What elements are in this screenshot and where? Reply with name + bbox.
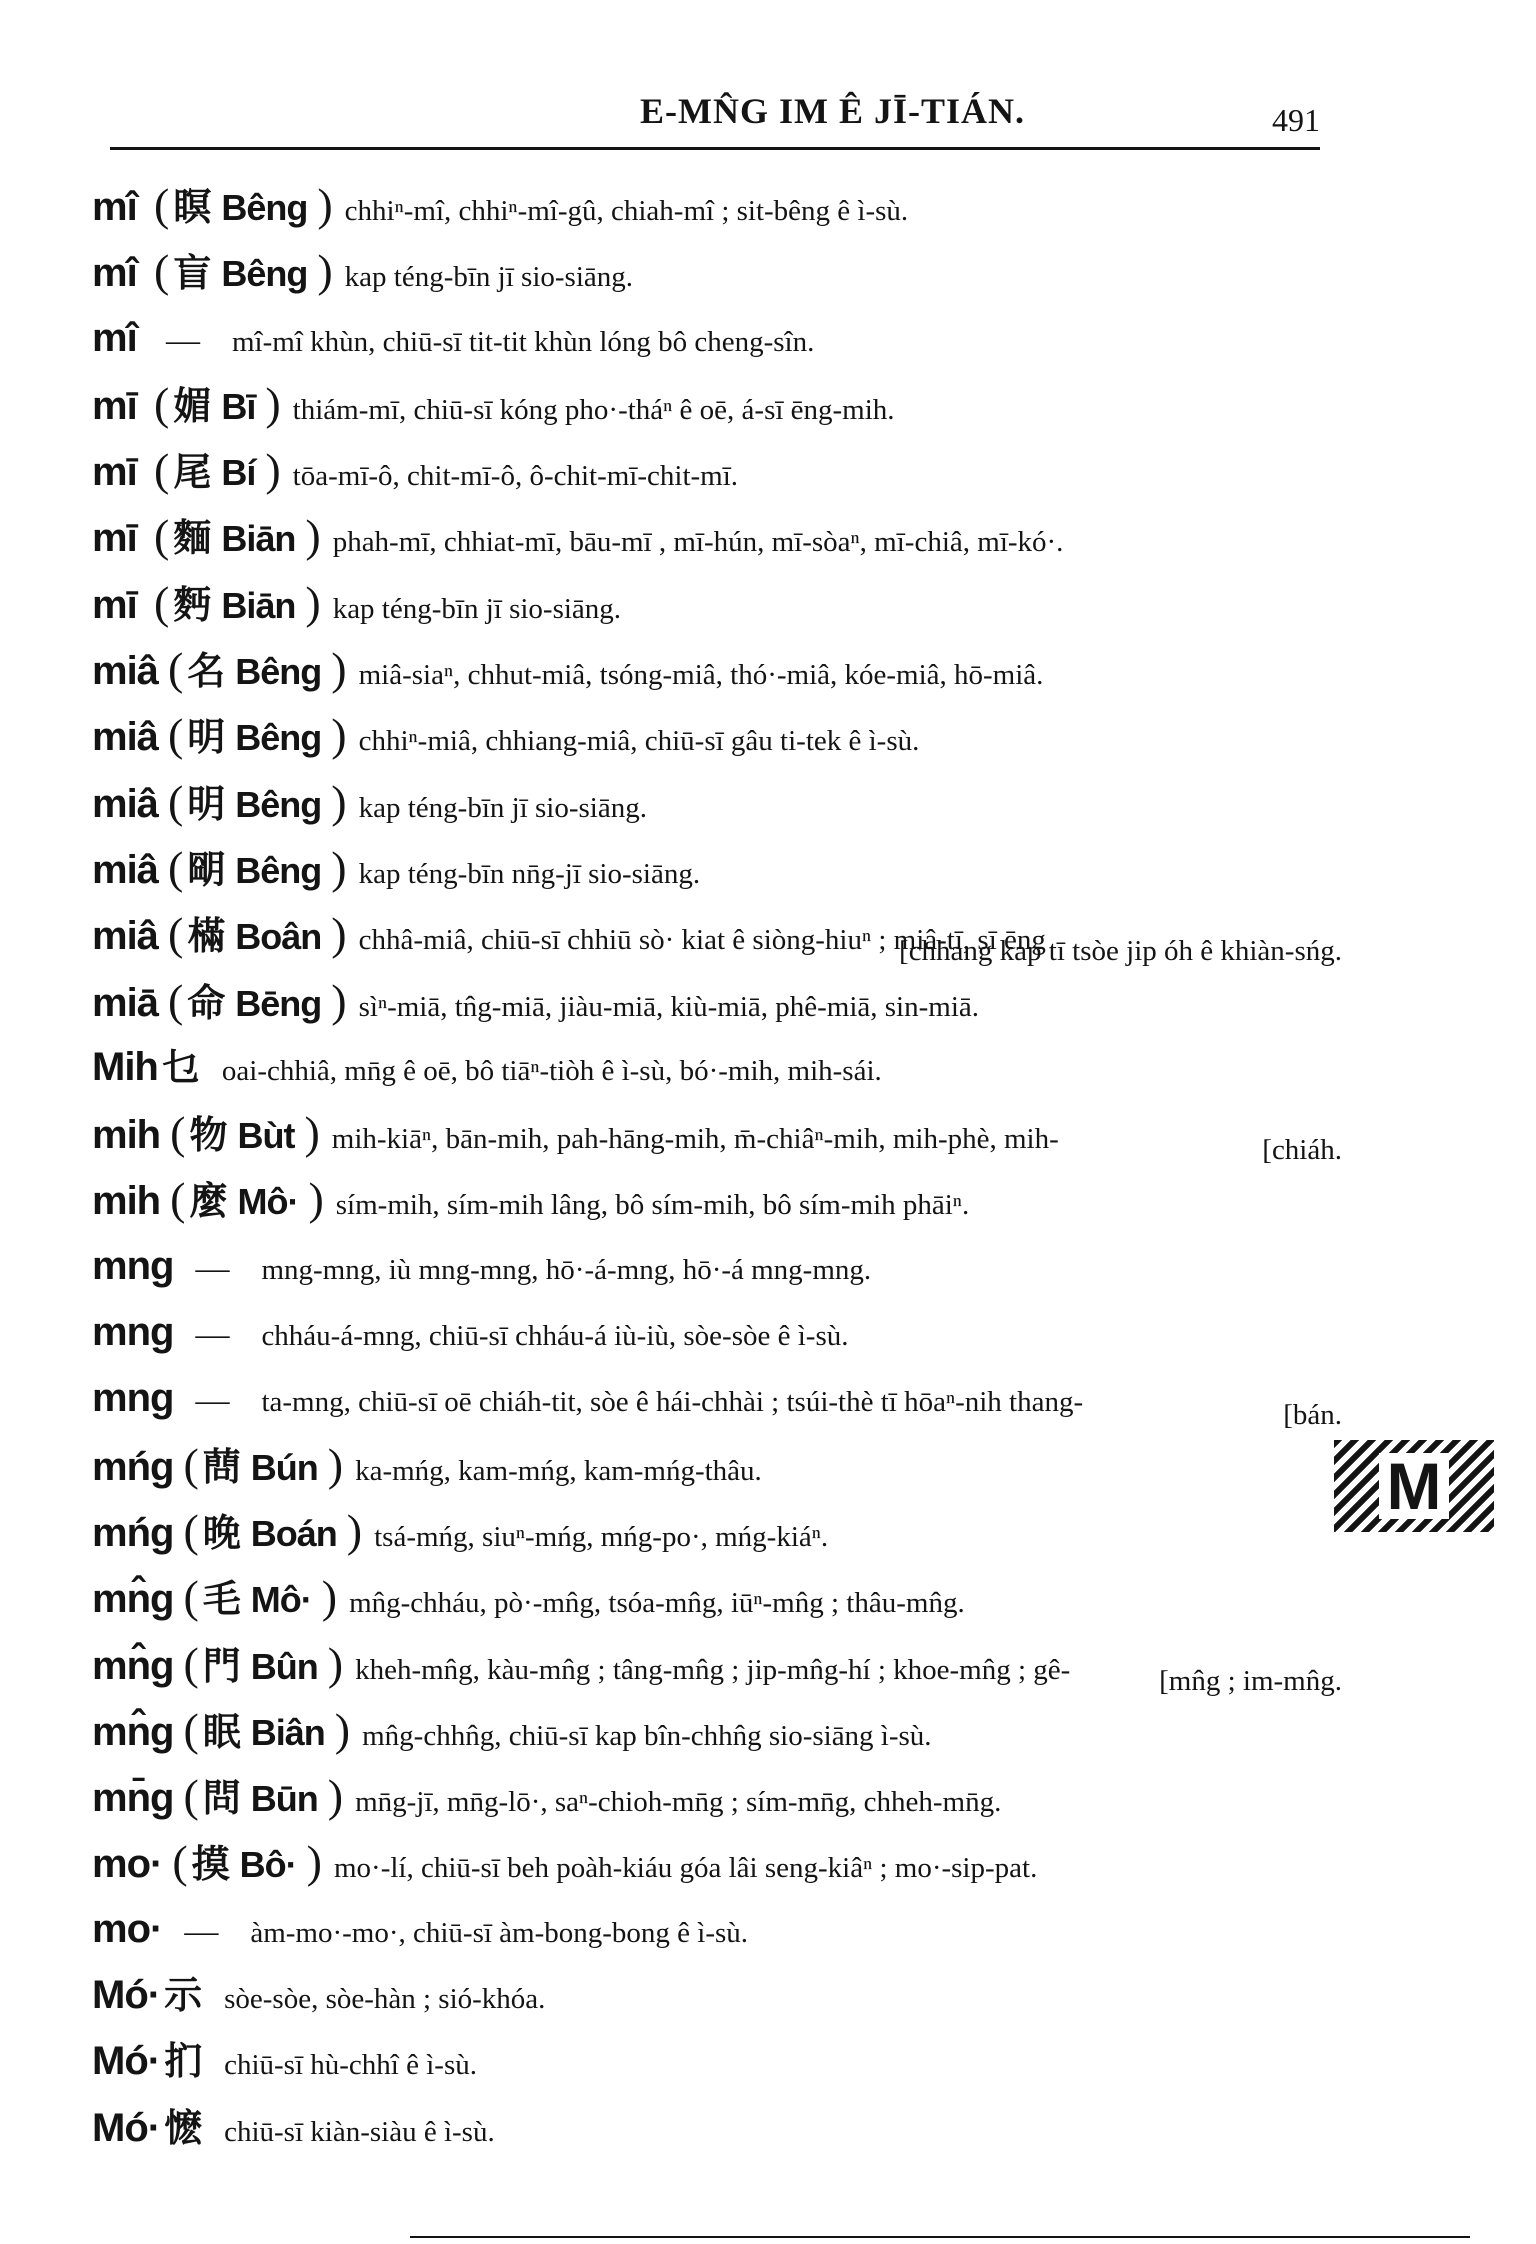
dictionary-entry <box>92 769 1342 835</box>
entry-character: 門 <box>202 1643 241 1688</box>
close-paren: ) <box>331 908 347 960</box>
section-letter: M <box>1379 1453 1450 1519</box>
entry-literary-reading: Bêng <box>235 849 322 891</box>
dictionary-entry <box>92 1631 1342 1697</box>
entry-literary-reading: Bûn <box>250 1645 318 1687</box>
entry-line <box>92 1631 1342 1697</box>
entry-line <box>92 1498 1342 1564</box>
entry-headword: mng <box>92 1243 174 1288</box>
dictionary-entry <box>92 1432 1342 1498</box>
entry-literary-reading: Biān <box>221 584 296 626</box>
dictionary-entry <box>92 835 1342 901</box>
entry-character: 麵 <box>173 516 212 561</box>
entry-definition: ta-mng, chiū-sī oē chiáh-tit, sòe ê hái-chhài ; tsúi-thè tī hōaⁿ-nih thang- <box>261 1386 1084 1419</box>
entry-definition: kap téng-bīn jī sio-siāng. <box>332 592 622 625</box>
open-paren: ( <box>154 179 170 230</box>
entry-literary-reading: Mô· <box>250 1579 312 1621</box>
entry-literary-reading: Bùt <box>237 1115 295 1157</box>
entry-headword: miâ <box>92 781 158 826</box>
entry-line <box>92 1564 1342 1630</box>
entry-definition: chiū-sī kiàn-siàu ê ì-sù. <box>224 2115 495 2148</box>
entry-headword: mī <box>92 516 137 561</box>
running-title: E-MN̂G IM Ê JĪ-TIÁN. <box>640 91 1025 131</box>
entry-character: 毛 <box>202 1577 241 1622</box>
entry-line <box>92 2028 1342 2094</box>
dictionary-entry <box>92 2095 1342 2161</box>
open-paren: ( <box>183 1637 199 1689</box>
entry-definition: mo·-lí, chiū-sī beh poàh-kiáu góa lâi seng-kiâⁿ ; mo·-sip-pat. <box>333 1852 1038 1885</box>
entry-headword: Mó· <box>92 2039 161 2084</box>
dictionary-entry <box>92 702 1342 768</box>
entry-literary-reading: Bêng <box>235 783 322 825</box>
entry-definition: tōa-mī-ô, chit-mī-ô, ô-chit-mī-chit-mī. <box>292 460 739 493</box>
entry-definition: kheh-mn̂g, kàu-mn̂g ; tâng-mn̂g ; jip-mn̂g-hí ; khoe-mn̂g ; gê- <box>355 1653 1071 1686</box>
entry-definition: mih-kiāⁿ, bān-mih, pah-hāng-mih, m̄-chiâⁿ-mih, mih-phè, mih- <box>331 1123 1059 1156</box>
dictionary-entry <box>92 1299 1342 1365</box>
close-paren: ) <box>327 1438 344 1490</box>
entry-definition: chháu-á-mng, chiū-sī chháu-á iù-iù, sòe-sòe ê ì-sù. <box>261 1320 849 1353</box>
entry-definition: chhiⁿ-miâ, chhiang-miâ, chiū-sī gâu ti-tek ê ì-sù. <box>358 725 920 758</box>
open-paren: ( <box>183 1571 199 1623</box>
open-paren: ( <box>154 444 170 496</box>
entry-line <box>92 172 1342 238</box>
dictionary-entry <box>92 1564 1342 1630</box>
entry-headword: mih <box>92 1113 161 1158</box>
entry-character: 明 <box>187 715 226 760</box>
entry-character: 物 <box>189 1113 228 1158</box>
open-paren: ( <box>167 974 184 1026</box>
close-paren: ) <box>304 1107 320 1159</box>
entry-definition: oai-chhiâ, mn̄g ê oē, bô tiāⁿ-tiòh ê ì-sù, bó·-mih, mih-sái. <box>221 1054 882 1087</box>
entry-continuation: [chiáh. <box>1262 1134 1342 1167</box>
entry-dash: — <box>195 1316 230 1354</box>
entry-definition: sìⁿ-miā, tn̂g-miā, jiàu-miā, kiù-miā, phê-miā, sin-miā. <box>358 990 980 1023</box>
dictionary-entry <box>92 968 1342 1034</box>
entry-character: 乜 <box>161 1044 200 1089</box>
close-paren: ) <box>265 444 281 496</box>
entry-literary-reading: Bêng <box>235 717 322 759</box>
entry-definition: mn̂g-chhn̂g, chiū-sī kap bîn-chhn̂g sio-siāng ì-sù. <box>362 1719 932 1752</box>
entry-character: 樠 <box>187 914 226 959</box>
entry-literary-reading: Biân <box>250 1711 325 1753</box>
entry-line <box>92 1432 1342 1498</box>
entry-headword: miâ <box>92 649 158 694</box>
entry-dash: — <box>195 1249 230 1287</box>
dictionary-entries <box>92 172 1342 2161</box>
entry-character: 麼 <box>189 1179 228 1224</box>
entry-literary-reading: Bêng <box>221 253 308 295</box>
open-paren: ( <box>154 377 170 429</box>
close-paren: ) <box>305 510 321 562</box>
entry-definition: miâ-siaⁿ, chhut-miâ, tsóng-miâ, thó·-miâ, kóe-miâ, hō-miâ. <box>358 659 1044 692</box>
entry-line <box>92 1166 1342 1232</box>
entry-headword: Mih <box>92 1044 158 1089</box>
entry-dash: — <box>166 321 200 359</box>
dictionary-entry <box>92 1166 1342 1232</box>
open-paren: ( <box>170 1107 186 1159</box>
dictionary-entry <box>92 371 1342 437</box>
entry-character: 摸 <box>191 1842 230 1887</box>
entry-headword: mng <box>92 1310 174 1355</box>
entry-definition: sím-mih, sím-mih lâng, bô sím-mih, bô sím-mih phāiⁿ. <box>335 1189 970 1222</box>
dictionary-entry <box>92 238 1342 304</box>
entry-headword: miā <box>92 980 158 1025</box>
entry-definition: kap téng-bīn jī sio-siāng. <box>358 791 647 824</box>
close-paren: ) <box>265 377 281 429</box>
entry-line <box>92 1896 1342 1962</box>
entry-line <box>92 305 1342 371</box>
dictionary-entry <box>92 1365 1342 1431</box>
entry-definition: chiū-sī hù-chhî ê ì-sù. <box>224 2049 477 2082</box>
open-paren: ( <box>172 1836 188 1888</box>
entry-definition: kap téng-bīn nn̄g-jī sio-siāng. <box>358 857 701 890</box>
close-paren: ) <box>317 179 333 230</box>
dictionary-entry <box>92 305 1342 371</box>
entry-headword: mī <box>92 450 137 495</box>
entry-headword: mī <box>92 582 137 627</box>
entry-headword: mńg <box>92 1444 174 1489</box>
entry-line <box>92 371 1342 437</box>
entry-character: 眠 <box>202 1709 241 1754</box>
entry-line <box>92 1034 1342 1100</box>
entry-line <box>92 503 1342 569</box>
entry-literary-reading: Bô· <box>239 1844 297 1886</box>
close-paren: ) <box>334 1703 351 1755</box>
dictionary-entry <box>92 901 1342 967</box>
entry-character: 盲 <box>173 251 212 296</box>
page-number: 491 <box>1272 102 1320 138</box>
entry-character: 晚 <box>202 1510 241 1555</box>
entry-continuation: [mn̂g ; im-mn̂g. <box>1159 1664 1342 1697</box>
header-rule <box>110 147 1320 150</box>
entry-headword: mn̂g <box>92 1643 174 1688</box>
close-paren: ) <box>331 643 347 695</box>
dictionary-entry <box>92 570 1342 636</box>
dictionary-entry <box>92 172 1342 238</box>
entry-definition: chhiⁿ-mî, chhiⁿ-mî-gû, chiah-mî ; sit-bêng ê ì-sù. <box>344 195 909 227</box>
entry-line <box>92 1763 1342 1829</box>
entry-literary-reading: Boán <box>250 1512 337 1554</box>
entry-definition: thiám-mī, chiū-sī kóng pho·-tháⁿ ê oē, á-sī ēng-mih. <box>292 393 895 426</box>
entry-definition: ka-mńg, kam-mńg, kam-mńg-thâu. <box>355 1454 762 1487</box>
entry-line <box>92 769 1342 835</box>
entry-literary-reading: Biān <box>221 518 296 560</box>
close-paren: ) <box>331 841 347 893</box>
close-paren: ) <box>321 1571 338 1623</box>
entry-dash: — <box>195 1382 230 1420</box>
entry-literary-reading: Būn <box>250 1778 318 1820</box>
entry-literary-reading: Bí <box>221 452 256 494</box>
close-paren: ) <box>331 974 347 1026</box>
close-paren: ) <box>308 1173 324 1225</box>
entry-headword: miâ <box>92 847 158 892</box>
dictionary-entry <box>92 1697 1342 1763</box>
dictionary-entry <box>92 1034 1342 1100</box>
entry-literary-reading: Mô· <box>237 1181 299 1223</box>
close-paren: ) <box>346 1504 363 1556</box>
entry-headword: Mó· <box>92 1973 161 2018</box>
entry-definition: phah-mī, chhiat-mī, bāu-mī , mī-hún, mī-sòaⁿ, mī-chiâ, mī-kó·. <box>332 526 1064 559</box>
dictionary-entry <box>92 1962 1342 2028</box>
page-header <box>110 80 1320 150</box>
entry-character: 朙 <box>187 847 226 892</box>
entry-line <box>92 1697 1342 1763</box>
entry-line <box>92 1962 1342 2028</box>
entry-character: 示 <box>164 1973 203 2018</box>
section-thumb-index <box>1334 1440 1494 1532</box>
entry-headword: mī <box>92 383 137 428</box>
entry-definition: chhâ-miâ, chiū-sī chhiū sò· kiat ê siòng-hiuⁿ ; miâ-tī, sī ēng <box>358 924 1046 957</box>
entry-continuation: [bán. <box>1283 1399 1342 1432</box>
open-paren: ( <box>167 908 184 960</box>
entry-headword: miâ <box>92 715 158 760</box>
open-paren: ( <box>183 1504 199 1556</box>
footer-rule <box>410 2236 1470 2238</box>
open-paren: ( <box>167 775 184 827</box>
entry-line <box>92 636 1342 702</box>
dictionary-entry <box>92 503 1342 569</box>
dictionary-entry <box>92 1498 1342 1564</box>
open-paren: ( <box>183 1770 199 1822</box>
entry-headword: mî <box>92 185 137 229</box>
open-paren: ( <box>154 510 170 562</box>
entry-line <box>92 437 1342 503</box>
dictionary-entry <box>92 1100 1342 1166</box>
entry-line <box>92 702 1342 768</box>
entry-character: 命 <box>187 980 226 1025</box>
entry-line <box>92 1365 1342 1431</box>
entry-line <box>92 1233 1342 1299</box>
open-paren: ( <box>154 245 170 297</box>
open-paren: ( <box>183 1703 199 1755</box>
dictionary-entry <box>92 636 1342 702</box>
entry-headword: mn̄g <box>92 1776 174 1821</box>
entry-literary-reading: Bī <box>221 385 256 427</box>
dictionary-entry <box>92 1233 1342 1299</box>
entry-character: 蔄 <box>202 1444 241 1489</box>
entry-line <box>92 1100 1342 1166</box>
entry-character: 尾 <box>173 450 212 495</box>
open-paren: ( <box>183 1438 199 1490</box>
open-paren: ( <box>167 841 184 893</box>
entry-literary-reading: Bêng <box>221 187 308 228</box>
dictionary-entry <box>92 1829 1342 1895</box>
entry-definition: mî-mî khùn, chiū-sī tit-tit khùn lóng bô cheng-sîn. <box>232 325 815 358</box>
entry-headword: mih <box>92 1179 161 1224</box>
entry-character: 懡 <box>164 2105 203 2150</box>
entry-character: 問 <box>202 1776 241 1821</box>
entry-definition: kap téng-bīn jī sio-siāng. <box>344 261 634 294</box>
close-paren: ) <box>331 709 347 761</box>
entry-definition: mng-mng, iù mng-mng, hō·-á-mng, hō·-á mng-mng. <box>261 1253 872 1286</box>
close-paren: ) <box>331 775 347 827</box>
entry-definition: tsá-mńg, siuⁿ-mńg, mńg-po·, mńg-kiáⁿ. <box>374 1520 829 1553</box>
entry-line <box>92 238 1342 304</box>
close-paren: ) <box>327 1770 344 1822</box>
entry-line <box>92 2095 1342 2161</box>
entry-line <box>92 570 1342 636</box>
entry-line <box>92 968 1342 1034</box>
entry-character: 明 <box>187 781 226 826</box>
entry-continuation: [chhang kap tī tsòe jip óh ê khiàn-sńg. <box>899 935 1342 968</box>
entry-definition: mn̂g-chháu, pò·-mn̂g, tsóa-mn̂g, iūⁿ-mn̂g ; thâu-mn̂g. <box>349 1587 965 1620</box>
open-paren: ( <box>167 709 184 761</box>
entry-definition: sòe-sòe, sòe-hàn ; sió-khóa. <box>224 1983 546 2016</box>
dictionary-entry <box>92 437 1342 503</box>
close-paren: ) <box>317 245 333 297</box>
entry-line <box>92 1829 1342 1895</box>
entry-literary-reading: Bún <box>250 1446 318 1488</box>
entry-literary-reading: Boân <box>235 916 322 958</box>
entry-headword: miâ <box>92 914 158 959</box>
entry-headword: mn̂g <box>92 1709 174 1754</box>
close-paren: ) <box>327 1637 344 1689</box>
open-paren: ( <box>154 576 170 628</box>
open-paren: ( <box>170 1173 186 1225</box>
entry-line <box>92 835 1342 901</box>
entry-character: 麪 <box>173 582 212 627</box>
entry-definition: mn̄g-jī, mn̄g-lō·, saⁿ-chioh-mn̄g ; sím-mn̄g, chheh-mn̄g. <box>355 1786 1002 1819</box>
dictionary-entry <box>92 2028 1342 2094</box>
dictionary-entry <box>92 1763 1342 1829</box>
entry-headword: mng <box>92 1376 174 1421</box>
entry-headword: mn̂g <box>92 1577 174 1622</box>
dictionary-entry <box>92 1896 1342 1962</box>
entry-dash: — <box>184 1912 219 1950</box>
entry-headword: mo· <box>92 1906 163 1951</box>
entry-literary-reading: Bēng <box>235 982 322 1024</box>
entry-headword: mî <box>92 251 137 296</box>
entry-headword: Mó· <box>92 2105 161 2150</box>
close-paren: ) <box>305 576 321 628</box>
entry-literary-reading: Bêng <box>235 651 322 693</box>
close-paren: ) <box>306 1836 322 1888</box>
entry-character: 名 <box>187 649 226 694</box>
entry-headword: mî <box>92 315 137 360</box>
entry-headword: mo· <box>92 1842 163 1887</box>
entry-headword: mńg <box>92 1510 174 1555</box>
entry-character: 瞑 <box>173 185 212 229</box>
open-paren: ( <box>167 643 184 695</box>
entry-character: 媚 <box>173 383 212 428</box>
entry-line <box>92 1299 1342 1365</box>
entry-definition: àm-mo·-mo·, chiū-sī àm-bong-bong ê ì-sù. <box>250 1916 749 1949</box>
entry-character: 扪 <box>164 2039 203 2084</box>
